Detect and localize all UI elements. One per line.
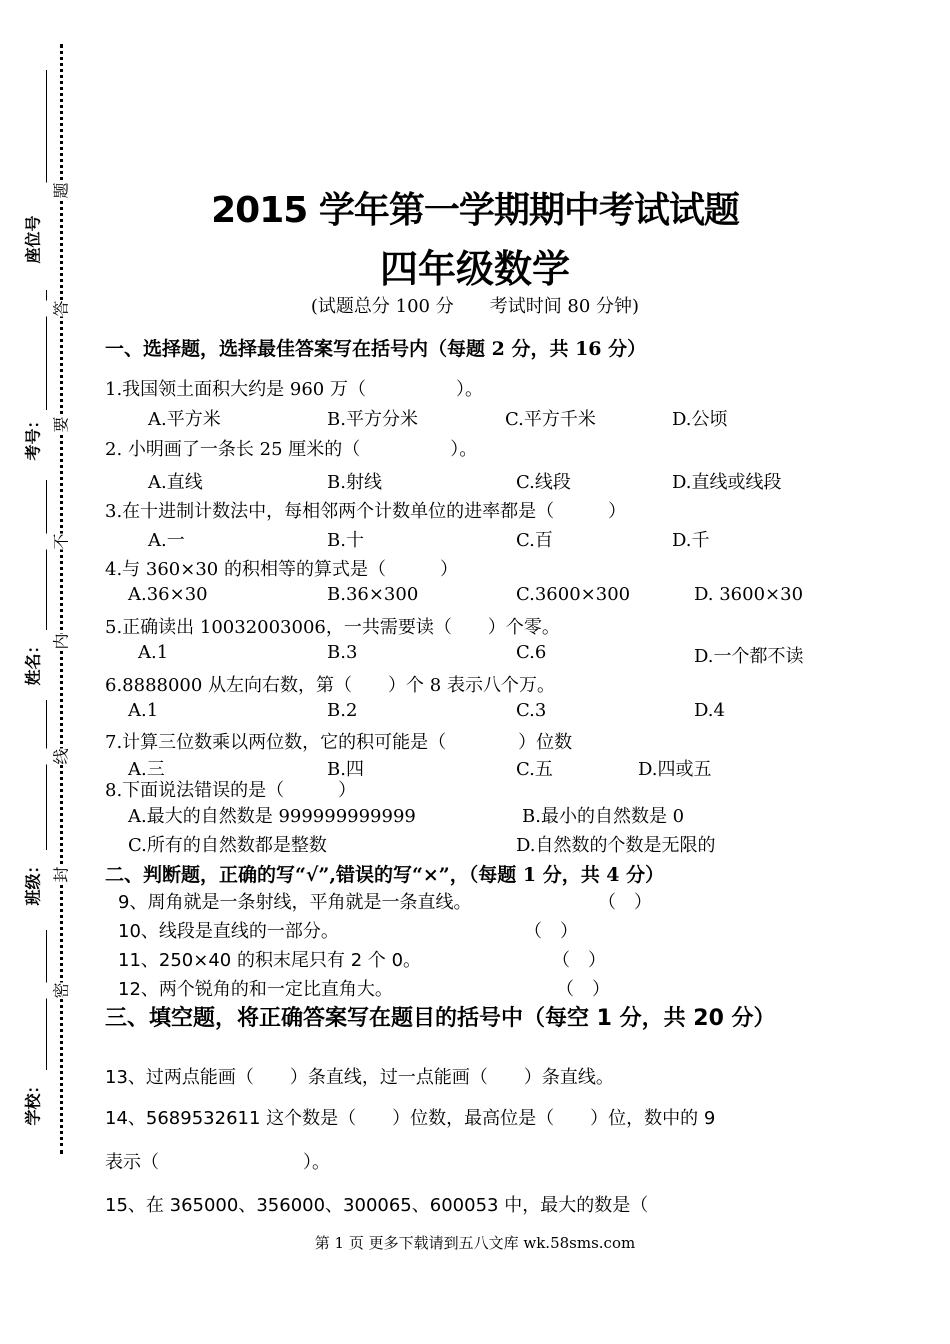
option-d: D.千 <box>672 530 710 551</box>
seal-char: 密 <box>46 982 75 998</box>
option-a: A.1 <box>128 700 159 721</box>
question-13: 13、过两点能画（ ）条直线，过一点能画（ ）条直线。 <box>105 1067 614 1088</box>
option-d: D.一个都不读 <box>694 646 804 667</box>
exam-number-label: 考号： <box>23 412 43 461</box>
option-c: C.百 <box>516 530 553 551</box>
section3-heading: 三、填空题，将正确答案写在题目的括号中（每空 1 分，共 20 分） <box>105 1006 776 1031</box>
page-footer: 第 1 页 更多下载请到五八文库 wk.58sms.com <box>314 1234 636 1252</box>
option-d: D.直线或线段 <box>672 472 782 493</box>
option-b: B.平方分米 <box>327 409 418 430</box>
seal-char: 封 <box>46 866 75 882</box>
field-underline <box>46 700 47 850</box>
field-underline <box>46 930 47 1070</box>
seat-number-label: 座位号 <box>23 215 43 264</box>
school-label: 学校： <box>23 1077 43 1126</box>
seal-char: 不 <box>46 533 75 549</box>
answer-bracket[interactable]: （ ） <box>524 921 578 942</box>
class-label: 班级： <box>23 857 43 906</box>
option-a: A.三 <box>128 759 165 780</box>
option-c: C.3 <box>516 700 547 721</box>
option-d: D. 3600×30 <box>694 584 804 605</box>
option-a: A.1 <box>138 642 169 663</box>
option-c: C.平方千米 <box>505 409 596 430</box>
option-b: B.2 <box>327 700 358 721</box>
section2-heading: 二、判断题，正确的写“√”,错误的写“×”，（每题 1 分，共 4 分） <box>105 864 665 886</box>
question-14: 14、5689532611 这个数是（ ）位数，最高位是（ ）位，数中的 9 <box>105 1108 716 1129</box>
question-2: 2. 小明画了一条长 25 厘米的（ ）。 <box>105 439 478 460</box>
question-11: 11、250×40 的积末尾只有 2 个 0。 <box>118 950 422 971</box>
question-9: 9、周角就是一条射线，平角就是一条直线。 <box>118 892 472 913</box>
option-a: A.平方米 <box>148 409 221 430</box>
exam-title: 2015 学年第一学期期中考试试题 <box>211 190 739 231</box>
seal-char: 线 <box>46 748 75 764</box>
option-b: B.36×300 <box>327 584 419 605</box>
option-c: C.线段 <box>516 472 571 493</box>
answer-bracket[interactable]: （ ） <box>556 979 610 1000</box>
question-3: 3.在十进制计数法中，每相邻两个计数单位的进率都是（ ） <box>105 501 627 522</box>
option-d: D.四或五 <box>638 759 712 780</box>
section1-heading: 一、选择题，选择最佳答案写在括号内（每题 2 分，共 16 分） <box>105 338 647 360</box>
option-a: A.最大的自然数是 999999999999 <box>128 806 416 827</box>
question-5: 5.正确读出 10032003006，一共需要读（ ）个零。 <box>105 617 560 638</box>
question-4: 4.与 360×30 的积相等的算式是（ ） <box>105 559 458 580</box>
option-c: C.3600×300 <box>516 584 631 605</box>
option-c: C.6 <box>516 642 547 663</box>
option-d: D.4 <box>694 700 725 721</box>
option-b: B.十 <box>327 530 364 551</box>
field-underline <box>46 480 47 630</box>
exam-subject: 四年级数学 <box>379 247 570 291</box>
question-15: 15、在 365000、356000、300065、600053 中，最大的数是（ <box>105 1195 649 1216</box>
question-7: 7.计算三位数乘以两位数，它的积可能是（ ）位数 <box>105 732 573 753</box>
question-14-continued: 表示（ ）。 <box>105 1152 330 1173</box>
seal-char: 答 <box>46 300 75 316</box>
answer-bracket[interactable]: （ ） <box>598 892 652 913</box>
name-label: 姓名： <box>23 637 43 686</box>
option-c: C.所有的自然数都是整数 <box>128 835 327 856</box>
option-b: B.最小的自然数是 0 <box>522 806 685 827</box>
seal-char: 内 <box>46 633 75 649</box>
question-12: 12、两个锐角的和一定比直角大。 <box>118 979 393 1000</box>
option-a: A.36×30 <box>128 584 208 605</box>
answer-bracket[interactable]: （ ） <box>552 950 606 971</box>
option-d: D.自然数的个数是无限的 <box>516 835 716 856</box>
seal-char: 题 <box>46 182 75 198</box>
option-c: C.五 <box>516 759 553 780</box>
question-6: 6.8888000 从左向右数，第（ ）个 8 表示八个万。 <box>105 675 555 696</box>
option-a: A.直线 <box>148 472 203 493</box>
option-a: A.一 <box>148 530 185 551</box>
option-b: B.射线 <box>327 472 382 493</box>
option-b: B.3 <box>327 642 358 663</box>
seal-char: 要 <box>46 416 75 432</box>
question-1: 1.我国领土面积大约是 960 万（ ）。 <box>105 379 483 400</box>
question-10: 10、线段是直线的一部分。 <box>118 921 339 942</box>
question-8: 8.下面说法错误的是（ ） <box>105 780 357 801</box>
option-b: B.四 <box>327 759 364 780</box>
option-d: D.公顷 <box>672 409 728 430</box>
field-underline <box>46 70 47 190</box>
exam-info: (试题总分 100 分 考试时间 80 分钟) <box>310 296 640 317</box>
